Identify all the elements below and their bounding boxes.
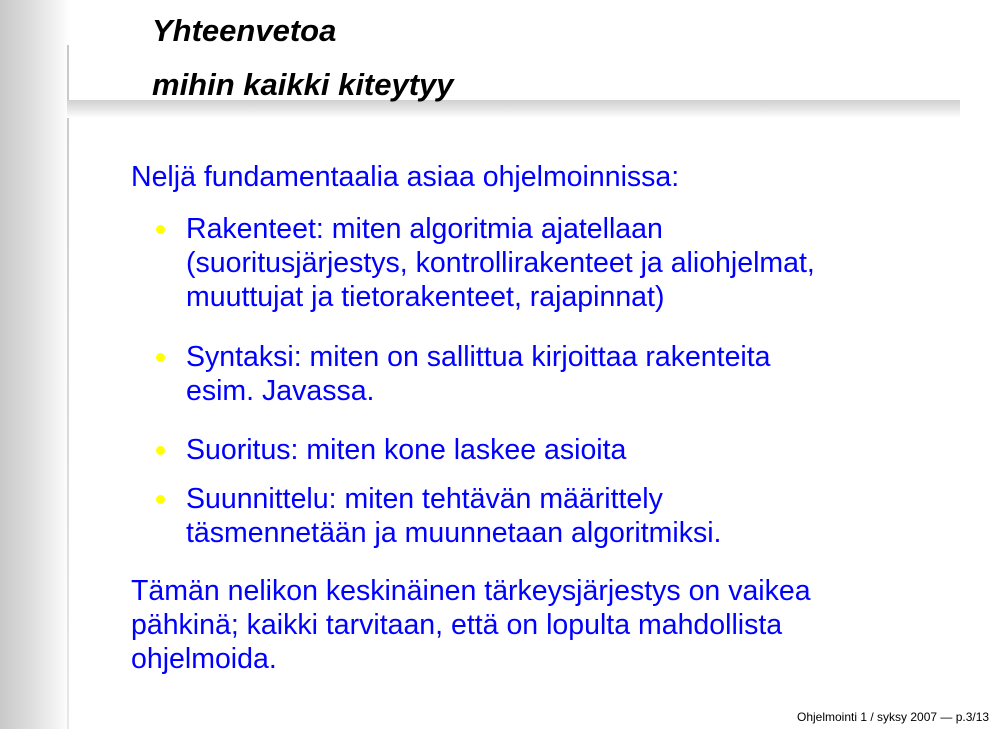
bullet-dot-icon [156,495,165,504]
bullet-line: esim. Javassa. [186,375,375,407]
bullet-line: Suunnittelu: miten tehtävän määrittely [186,483,663,515]
bullet-item-suunnittelu [186,482,721,550]
slide-title [152,4,454,112]
bullet-line: Suoritus: miten kone laskee asioita [186,434,627,466]
bullet-line: (suoritusjärjestys, kontrollirakenteet ja aliohjelmat, [186,247,815,279]
bullet-item-suoritus [186,433,626,467]
bullet-dot-icon [156,225,165,234]
bullet-line: täsmennetään ja muunnetaan algoritmiksi. [186,517,722,549]
bullet-line: Rakenteet: miten algoritmia ajatellaan [186,213,663,245]
slide-footer: Ohjelmointi 1 / syksy 2007 — p.3/13 [797,710,989,724]
bullet-item-syntaksi [186,340,771,408]
bullet-dot-icon [156,353,165,362]
title-line-1: Yhteenvetoa [152,13,337,48]
bullet-dot-icon [156,446,165,455]
bullet-item-rakenteet [186,212,815,314]
closing-line: pähkinä; kaikki tarvitaan, että on lopulta mahdollista [131,609,783,641]
left-decor-line [67,45,69,729]
closing-text [131,574,811,676]
left-decor-band [0,0,70,729]
closing-line: Tämän nelikon keskinäinen tärkeysjärjestys on vaikea [131,575,811,607]
bullet-line: Syntaksi: miten on sallittua kirjoittaa rakenteita [186,341,771,373]
bullet-line: muuttujat ja tietorakenteet, rajapinnat) [186,281,665,313]
intro-text: Neljä fundamentaalia asiaa ohjelmoinnissa: [131,161,680,193]
closing-line: ohjelmoida. [131,643,277,675]
title-line-2: mihin kaikki kiteytyy [152,67,454,102]
